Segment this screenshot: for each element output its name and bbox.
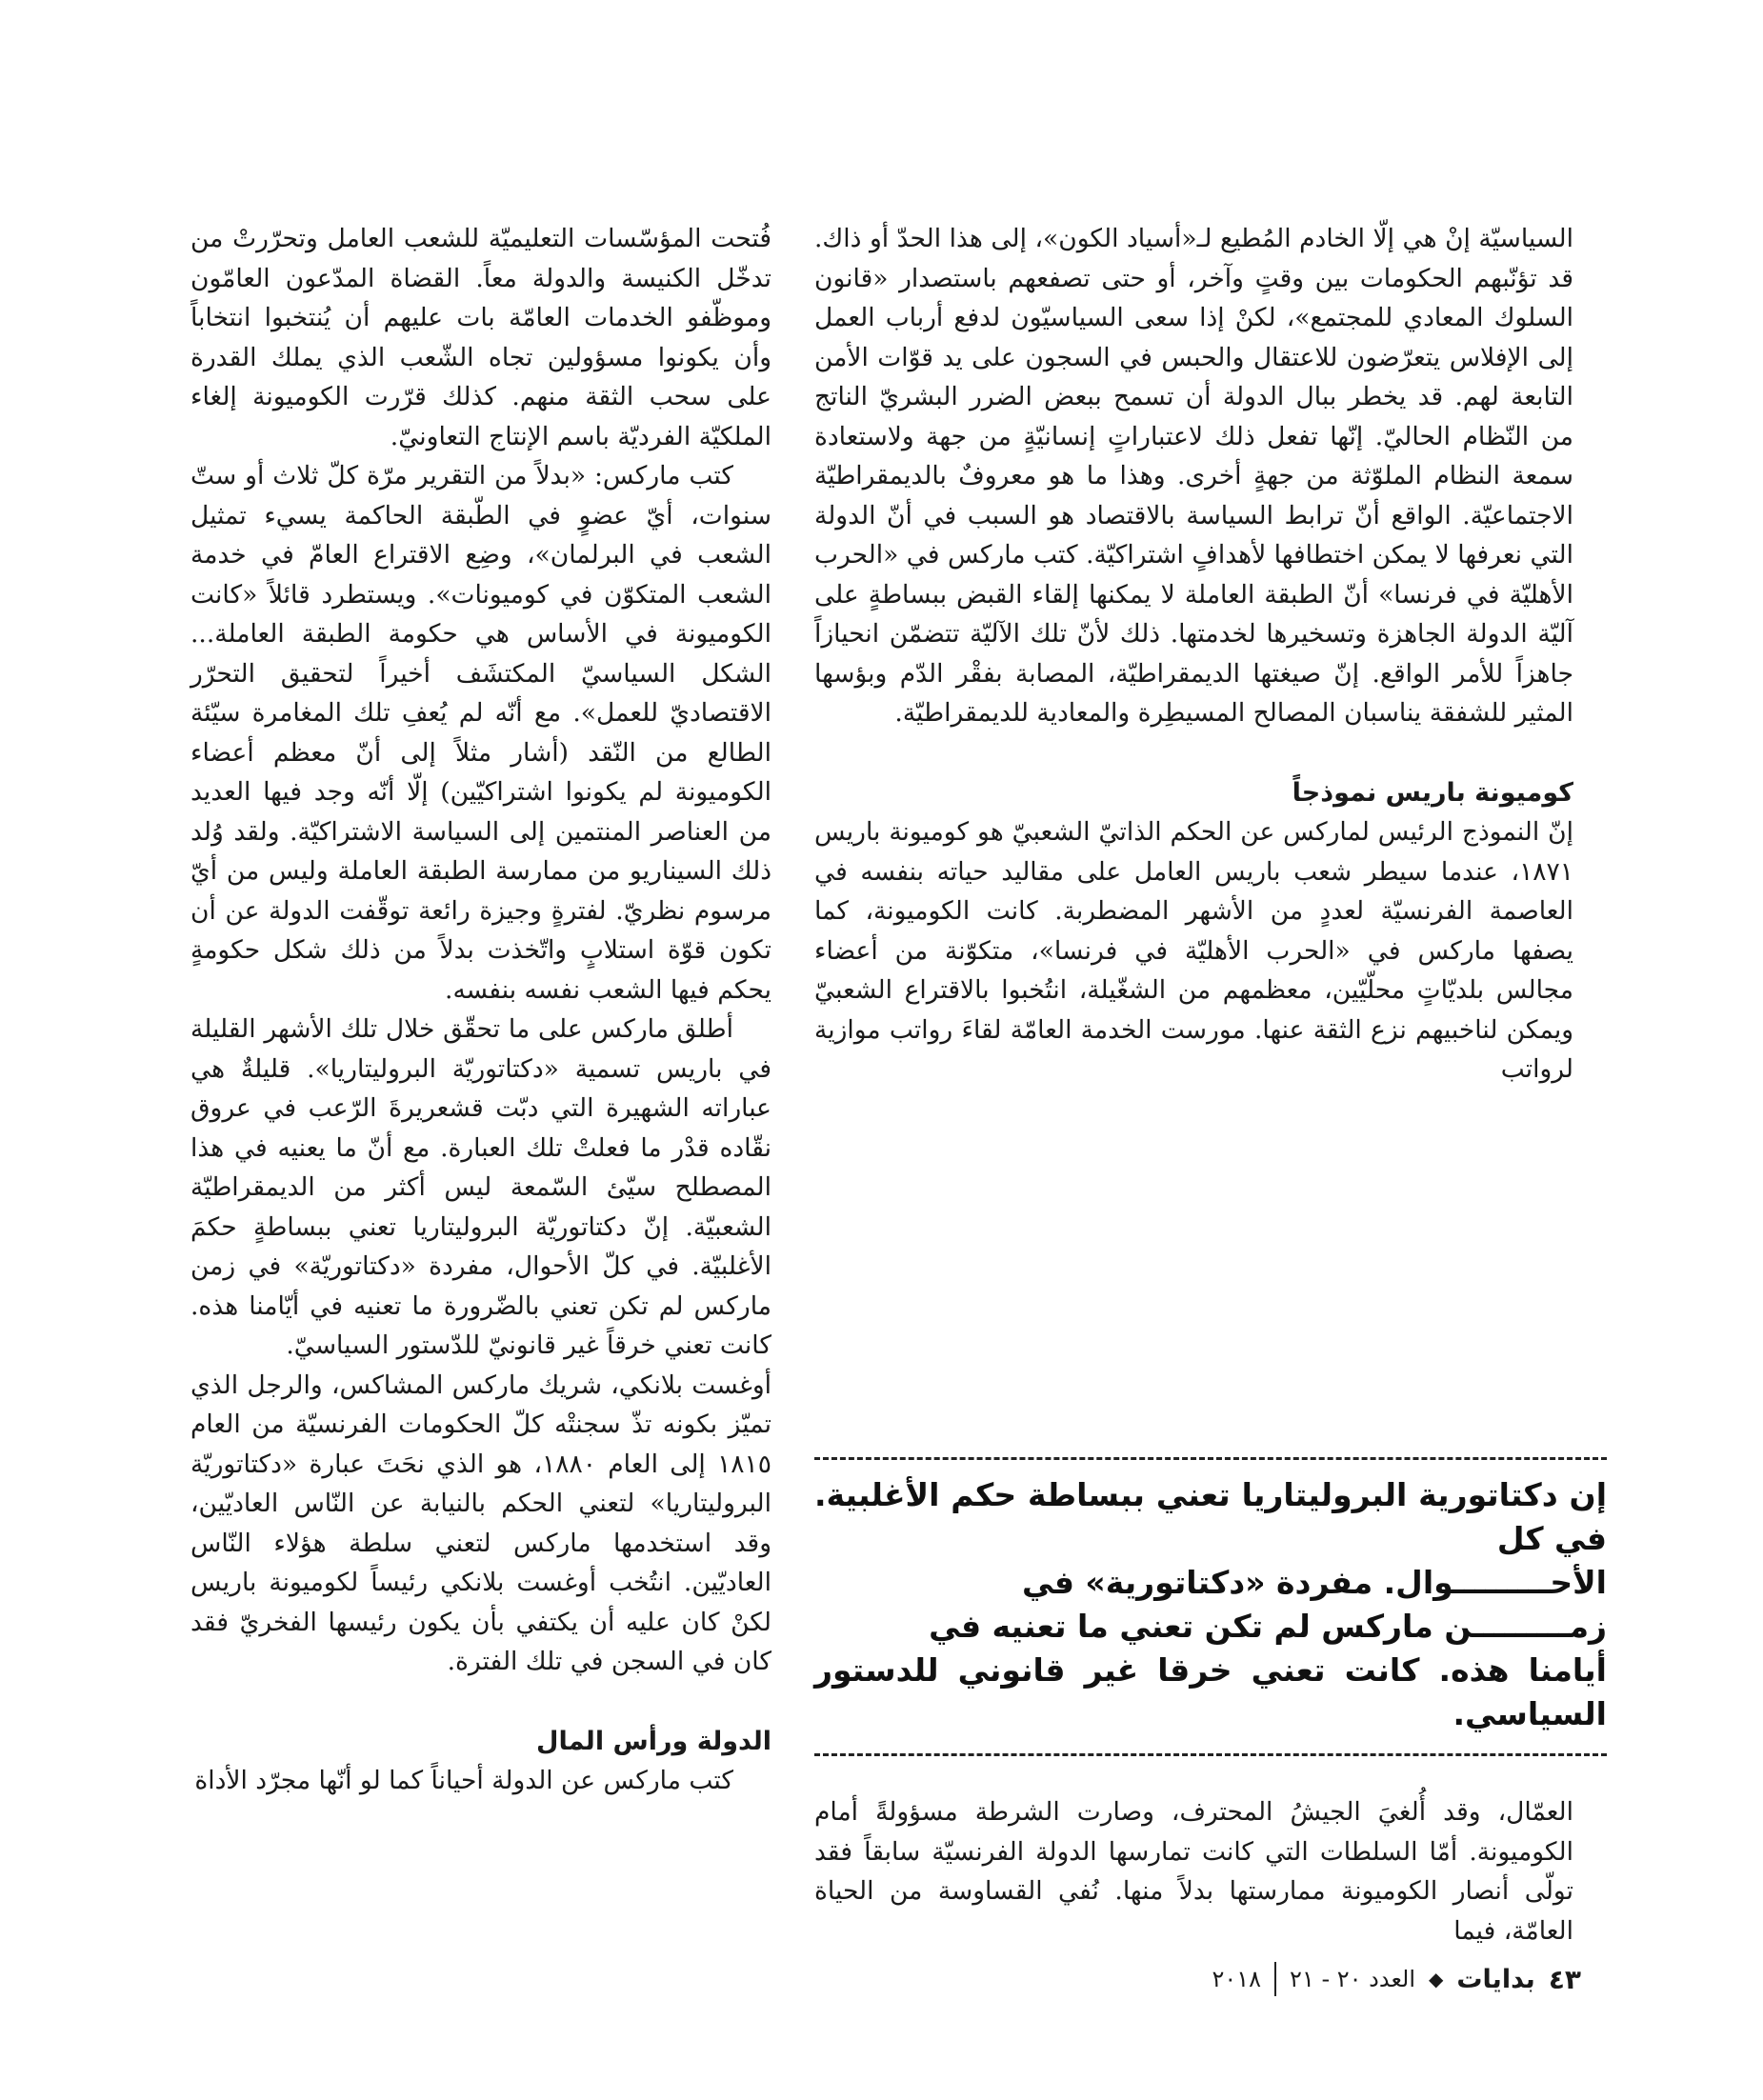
paragraph: العمّال، وقد أُلغيَ الجيشُ المحترف، وصارت الشرطة مسؤولةً أمام الكوميونة. أمّا السلطات التي كانت تمارسها الدولة الفرنسيّة سابقاً فقد تولّى أنصار الكوميونة ممارستها بدلاً منها. نُفي القساوسة من الحياة العامّة، فيما (814, 1797, 1573, 1946)
paragraph: أطلق ماركس على ما تحقّق خلال تلك الأشهر القليلة في باريس تسمية «دكتاتوريّة البروليتاريا». قليلةٌ هي عباراته الشهيرة التي دبّت قشعريرةَ الرّعب في عروق نقّاده قدْر ما فعلتْ تلك العبارة. مع أنّ ما يعنيه في هذا المصطلح سيّئ السّمعة ليس أكثر من الديمقراطيّة الشعبيّة. إنّ دكتاتوريّة البروليتاريا تعني ببساطةٍ حكمَ الأغلبيّة. في كلّ الأحوال، مفردة «دكتاتوريّة» في زمن ماركس لم تكن تعني بالضّرورة ما تعنيه في أيّامنا هذه. كانت تعني خرقاً غير قانونيّ للدّستور السياسيّ. (190, 1014, 771, 1360)
paragraph: كتب ماركس عن الدولة أحياناً كما لو أنّها مجرّد الأداة (194, 1766, 733, 1795)
paragraph: أوغست بلانكي، شريك ماركس المشاكس، والرجل الذي تميّز بكونه تذّ سجنتْه كلّ الحكومات الفرنسيّة من العام ١٨١٥ إلى العام ١٨٨٠، هو الذي نحَتَ عبارة «دكتاتوريّة البروليتاريا» لتعني الحكم بالنيابة عن النّاس العاديّين، وقد استخدمها ماركس لتعني سلطة هؤلاء النّاس العاديّين. انتُخب أوغست بلانكي رئيساً لكوميونة باريس لكنْ كان عليه أن يكتفي بأن يكون رئيسها الفخريّ فقد كان في السجن في تلك الفترة. (190, 1370, 772, 1676)
pull-quote-line: زمـــــــــن ماركس لم تكن تعني ما تعنيه في (929, 1608, 1607, 1645)
paragraph: فُتحت المؤسّسات التعليميّة للشعب العامل وتحرّرتْ من تدخّل الكنيسة والدولة معاً. القضاة المدّعون العامّون وموظّفو الخدمات العامّة بات عليهم أن يُنتخبوا انتخاباً وأن يكونوا مسؤولين تجاه الشّعب الذي يملك القدرة على سحب الثقة منهم. كذلك قرّرت الكوميونة إلغاء الملكيّة الفرديّة باسم الإنتاج التعاونيّ. (190, 224, 771, 451)
diamond-icon: ◆ (1429, 1968, 1444, 1990)
issue-label: العدد ٢٠ - ٢١ (1290, 1966, 1416, 1992)
section-heading: الدولة ورأس المال (536, 1726, 771, 1756)
right-column-top (814, 219, 1573, 1090)
divider (1274, 1962, 1276, 1996)
pull-quote (814, 1457, 1607, 1756)
issue-year: ٢٠١٨ (1212, 1966, 1262, 1992)
section-heading: كوميونة باريس نموذجاً (1292, 777, 1573, 808)
paragraph: إنّ النموذج الرئيس لماركس عن الحكم الذاتيّ الشعبيّ هو كوميونة باريس ١٨٧١، عندما سيطر شعب باريس العامل على مقاليد حياته بنفسه في العاصمة الفرنسيّة لعددٍ من الأشهر المضطربة. كانت الكوميونة، كما يصفها ماركس في «الحرب الأهليّة في فرنسا»، متكوّنة من أعضاء مجالس بلديّاتٍ محلّيّين، معظمهم من الشغّيلة، انتُخبوا بالاقتراع الشعبيّ ويمكن لناخبيهم نزع الثقة عنها. مورست الخدمة العامّة لقاءَ رواتب موازية لرواتب (814, 817, 1573, 1084)
right-column-bottom (814, 1792, 1573, 1950)
pull-quote-line: إن دكتاتورية البروليتاريا تعني ببساطة حكم الأغلبية. في كل (814, 1476, 1607, 1557)
paragraph: كتب ماركس: «بدلاً من التقرير مرّة كلّ ثلاث أو ستّ سنوات، أيّ عضوٍ في الطّبقة الحاكمة يسيء تمثيل الشعب في البرلمان»، وضِع الاقتراع العامّ في خدمة الشعب المتكوّن في كوميونات». ويستطرد قائلاً «كانت الكوميونة في الأساس هي حكومة الطبقة العاملة... الشكل السياسيّ المكتشَف أخيراً لتحقيق التحرّر الاقتصاديّ للعمل». مع أنّه لم يُعفِ تلك المغامرة سيّئة الطالع من النّقد (أشار مثلاً إلى أنّ معظم أعضاء الكوميونة لم يكونوا اشتراكيّين) إلّا أنّه وجد فيها العديد من العناصر المنتمين إلى السياسة الاشتراكيّة. ولقد وُلد ذلك السيناريو من ممارسة الطبقة العاملة وليس من أيّ مرسوم نظريّ. لفترةٍ وجيزة رائعة توقّفت الدولة عن أن تكون قوّة استلابٍ واتّخذت بدلاً من ذلك شكل حكومةٍ يحكم فيها الشعب نفسه بنفسه. (190, 461, 771, 1005)
page-number: ٤٣ (1548, 1963, 1581, 1995)
page-footer (1048, 1962, 1581, 1996)
paragraph: السياسيّة إنْ هي إلّا الخادم المُطيع لـ«أسياد الكون»، إلى هذا الحدّ أو ذاك. قد تؤنّبهم الحكومات بين وقتٍ وآخر، أو حتى تصفعهم باستصدار «قانون السلوك المعادي للمجتمع»، لكنْ إذا سعى السياسيّون لدفع أرباب العمل إلى الإفلاس يتعرّضون للاعتقال والحبس في السجون على يد قوّات الأمن التابعة لهم. قد يخطر ببال الدولة أن تسمح ببعض الضرر البشريّ الناتج من النّظام الحاليّ. إنّها تفعل ذلك لاعتباراتٍ إنسانيّةٍ من جهة ولاستعادة سمعة النظام الملوّثة من جهةٍ أخرى. وهذا ما هو معروفٌ بالديمقراطيّة الاجتماعيّة. الواقع أنّ ترابط السياسة بالاقتصاد هو السبب في أنّ الدولة التي نعرفها لا يمكن اختطافها لأهدافٍ اشتراكيّة. كتب ماركس في «الحرب الأهليّة في فرنسا» أنّ الطبقة العاملة لا يمكنها إلقاء القبض ببساطةٍ على آليّة الدولة الجاهزة وتسخيرها لخدمتها. ذلك لأنّ تلك الآليّة تتضمّن انحيازاً جاهزاً للأمر الواقع. إنّ صيغتها الديمقراطيّة، المصابة بفقْر الدّم وبؤسها المثير للشفقة يناسبان المصالح المسيطِرة والمعادية للديمقراطيّة. (814, 224, 1573, 728)
journal-name: بدايات (1456, 1964, 1535, 1994)
pull-quote-line: أيامنا هذه. كانت تعني خرقا غير قانوني للدستور السياسي. (814, 1651, 1607, 1732)
pull-quote-line: الأحـــــــــوال. مفردة «دكتاتورية» في (1021, 1564, 1607, 1601)
left-column (190, 219, 771, 1801)
